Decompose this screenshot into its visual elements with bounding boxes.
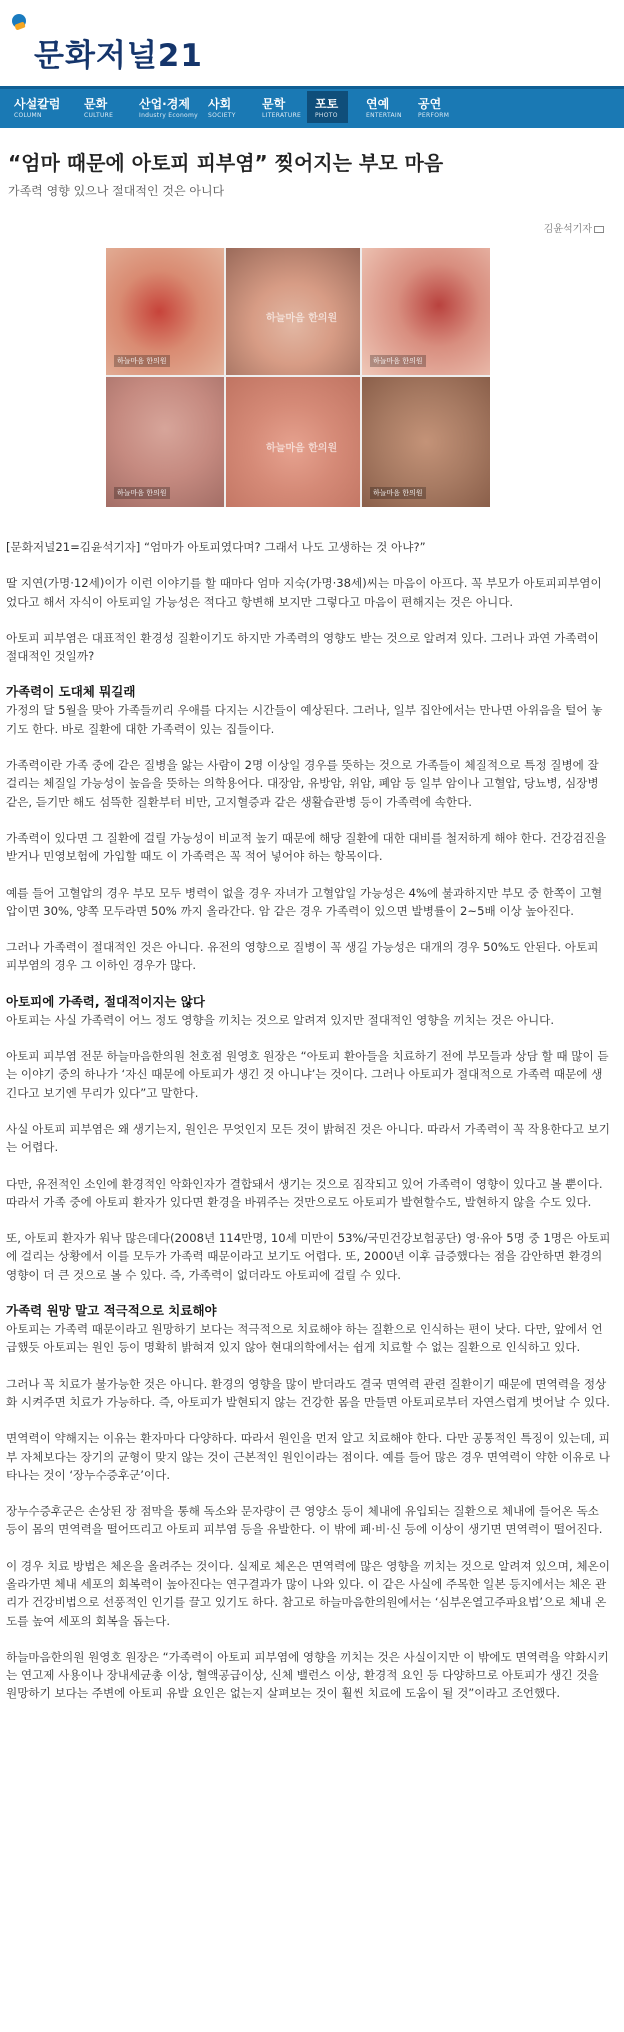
paragraph: [문화저널21=김윤석기자] “엄마가 아토피였다며? 그래서 나도 고생하는 것 아냐?” [6,540,426,554]
article-subtitle: 가족력 영향 있으나 절대적인 것은 아니다 [8,184,225,198]
reporter-name: 김윤석기자 [543,224,592,235]
nav-item-perform[interactable]: 공연 PERFORM [418,97,450,119]
paragraph: 가족력이 있다면 그 질환에 걸릴 가능성이 비교적 높기 때문에 해당 질환에 대한 대비를 철저하게 해야 한다. 건강검진을 받거나 민영보험에 가입할 때도 이 가족력은 꼭 적어 넣어야 하는 항목이다. [6,830,607,864]
paragraph: 가정의 달 5월을 맞아 가족들끼리 우애를 다지는 시간들이 예상된다. 그러나, 일부 집안에서는 만나면 아위음을 털어 놓기도 한다. 바로 질환에 대한 가족력이 있는 집들이다. [6,703,603,736]
site-header [0,0,624,86]
photo-child-face [226,248,360,375]
photo-skin-back [106,377,224,507]
photo-rash-elbow [362,248,490,375]
paragraph: 그러나 가족력이 절대적인 것은 아니다. 유전의 영향으로 질병이 꼭 생길 가능성은 대개의 경우 50%도 안된다. 아토피 피부염의 경우 그 이하인 경우가 많다. [6,940,599,973]
photo-tag: 하늘마음 한의원 [370,355,426,367]
nav-item-column[interactable]: 사설칼럼 COLUMN [14,97,61,119]
paragraph: 면역력이 약해지는 이유는 환자마다 다양하다. 따라서 원인을 먼저 알고 치료해야 한다. 다만 공통적인 특징이 있는데, 피부 자체보다는 장기의 균형이 맞지 않는 것이 근본적인 원인이라는 점이다. 예를 들어 많은 경우 면역력이 약한 이유로 나타나는 것이 ‘장누수증후군’이다. [6,1431,610,1482]
paragraph: 하늘마음한의원 원영호 원장은 “가족력이 아토피 피부염에 영향을 끼치는 것은 사실이지만 이 밖에도 면역력을 약화시키는 연고제 사용이나 장내세균총 이상, 혈액공급이상, 신체 밸런스 이상, 환경적 요인 등 다양하므로 아토피가 생긴 것을 원망하기 보다는 주변에 아토피 유발 요인은 없는지 살펴보는 것이 훨씬 치료에 도움이 될 것”이라고 조언했다. [6,1649,609,1701]
photo-tag: 하늘마음 한의원 [114,355,170,367]
nav-item-literature[interactable]: 문학 LITERATURE [262,97,302,119]
photo-tag: 하늘마음 한의원 [114,487,170,499]
paragraph: 아토피는 사실 가족력이 어느 정도 영향을 끼치는 것으로 알려져 있지만 절대적인 영향을 끼치는 것은 아니다. [6,1012,555,1027]
paragraph: 가족력이란 가족 중에 같은 질병을 앓는 사람이 2명 이상일 경우를 뜻하는 것으로 가족들이 체질적으로 특정 질병에 잘 걸리는 체질일 가능성이 높음을 뜻하는 의학용어다. 대장암, 유방암, 위암, 폐암 등 일부 암이나 고혈압, 당뇨병, 심장병 같은, 듣기만 해도 섬뜩한 질환부터 비만, 고지혈증과 같은 생활습관병 등이 가족력에 속한다. [6,758,599,809]
paragraph: 그러나 꼭 치료가 불가능한 것은 아니다. 환경의 영향을 많이 받더라도 결국 면역력 관련 질환이기 때문에 면역력을 정상화 시켜주면 치료가 가능하다. 즉, 아토피가 발현되지 않는 건강한 몸을 만들면 아토피로부터 자연스럽게 벗어날 수 있다. [6,1376,610,1409]
logo-icon[interactable] [12,14,26,28]
site-logo[interactable]: 문화저널21 [34,38,203,74]
main-nav [0,86,624,128]
article-body [6,538,612,1703]
mail-icon[interactable] [594,226,604,233]
paragraph: 딸 지연(가명·12세)이가 이런 이야기를 할 때마다 엄마 지숙(가명·38세)씨는 마음이 아프다. 꼭 부모가 아토피피부염이었다고 해서 자식이 아토피일 가능성은 적다고 항변해 보지만 그렇다고 마음이 편해지는 것은 아니다. [6,576,602,609]
paragraph: 다만, 유전적인 소인에 환경적인 악화인자가 결합돼서 생기는 것으로 짐작되고 있어 가족력이 영향이 있다고 볼 뿐이다. 따라서 가족 중에 아토피 환자가 있다면 환경을 바꿔주는 것만으로도 아토피가 발현할수도, 발현하지 않을 수도 있다. [6,1176,603,1209]
nav-item-culture[interactable]: 문화 CULTURE [84,97,114,119]
section-heading: 아토피에 가족력, 절대적이지는 않다 [6,993,205,1009]
photo-skin-fold [362,377,490,507]
paragraph: 이 경우 치료 방법은 체온을 올려주는 것이다. 실제로 체온은 면역력에 많은 영향을 끼치는 것으로 알려져 있으며, 체온이 올라가면 체내 세포의 회복력이 높아진다는 연구결과가 많이 나와 있다. 이 같은 사실에 주목한 일본 등지에서는 체온 관리가 건강비법으로 선풍적인 인기를 끌고 있기도 하다. 참고로 하늘마음한의원에서는 ‘심부온열고주파요법’으로 체내 온도를 높여 세포의 회복을 돕는다. [6,1558,610,1628]
article-title: “엄마 때문에 아토피 피부염” 찢어지는 부모 마음 [8,151,444,175]
nav-item-entertain[interactable]: 연예 ENTERTAIN [366,97,402,119]
nav-item-industry-economy[interactable]: 산업·경제 Industry Economy [139,97,199,119]
paragraph: 아토피는 가족력 때문이라고 원망하기 보다는 적극적으로 치료해야 하는 질환으로 인식하는 편이 낫다. 다만, 앞에서 언급했듯 아토피는 원인 등이 명확히 밝혀져 있지 않아 현대의학에서는 쉽게 치료할 수 없는 질환으로 인식하고 있다. [6,1322,603,1355]
nav-item-photo[interactable]: 포토 PHOTO [307,91,348,123]
photo-watermark: 하늘마음 한의원 [266,312,338,324]
nav-item-society[interactable]: 사회 SOCIETY [208,97,236,119]
section-heading: 가족력 원망 말고 적극적으로 치료해야 [6,1303,217,1319]
paragraph: 장누수증후군은 손상된 장 점막을 통해 독소와 문자량이 큰 영양소 등이 체내에 유입되는 질환으로 체내에 들어온 독소 등이 몸의 면역력을 떨어뜨리고 아토피 피부염 등을 유발한다. 이 밖에 폐·비·신 등에 이상이 생기면 면역력이 떨어진다. [6,1504,603,1537]
photo-tag: 하늘마음 한의원 [370,487,426,499]
article-photo [106,248,490,507]
paragraph: 또, 아토피 환자가 워낙 많은데다(2008년 114만명, 10세 미만이 53%/국민건강보험공단) 영·유아 5명 중 1명은 아토피에 걸리는 상황에서 이를 모두가 가족력 때문이라고 보기도 어렵다. 또, 2000년 이후 급증했다는 점을 감안하면 환경의 영향이 더 큰 것으로 볼 수 있다. 즉, 가족력이 없더라도 아토피에 걸릴 수 있다. [6,1231,611,1282]
photo-child-cheek [226,377,360,507]
photo-rash-arm [106,248,224,375]
photo-watermark: 하늘마음 한의원 [266,443,338,455]
paragraph: 예를 들어 고혈압의 경우 부모 모두 병력이 없을 경우 자녀가 고혈압일 가능성은 4%에 불과하지만 부모 중 한쪽이 고혈압이면 30%, 양쪽 모두라면 50% 까지 올라간다. 암 같은 경우 가족력이 있으면 발병률이 2~5배 이상 높아진다. [6,885,603,918]
section-heading: 가족력이 도대체 뭐길래 [6,684,136,700]
byline[interactable] [544,220,604,235]
paragraph: 아토피 피부염은 대표적인 환경성 질환이기도 하지만 가족력의 영향도 받는 것으로 알려져 있다. 그러나 과연 가족력이 절대적인 것일까? [6,630,599,664]
paragraph: 아토피 피부염 전문 하늘마음한의원 천호점 원영호 원장은 “아토피 환아들을 치료하기 전에 부모들과 상담 할 때 많이 듣는 이야기 중의 하나가 ‘자신 때문에 아토피가 생긴 것 아니냐’는 것이다. 그러나 아토피가 절대적으로 가족력 때문에 생긴다고 보기엔 무리가 있다”고 말한다. [6,1049,609,1100]
paragraph: 사실 아토피 피부염은 왜 생기는지, 원인은 무엇인지 모든 것이 밝혀진 것은 아니다. 따라서 가족력이 꼭 작용한다고 보기는 어렵다. [6,1121,610,1155]
